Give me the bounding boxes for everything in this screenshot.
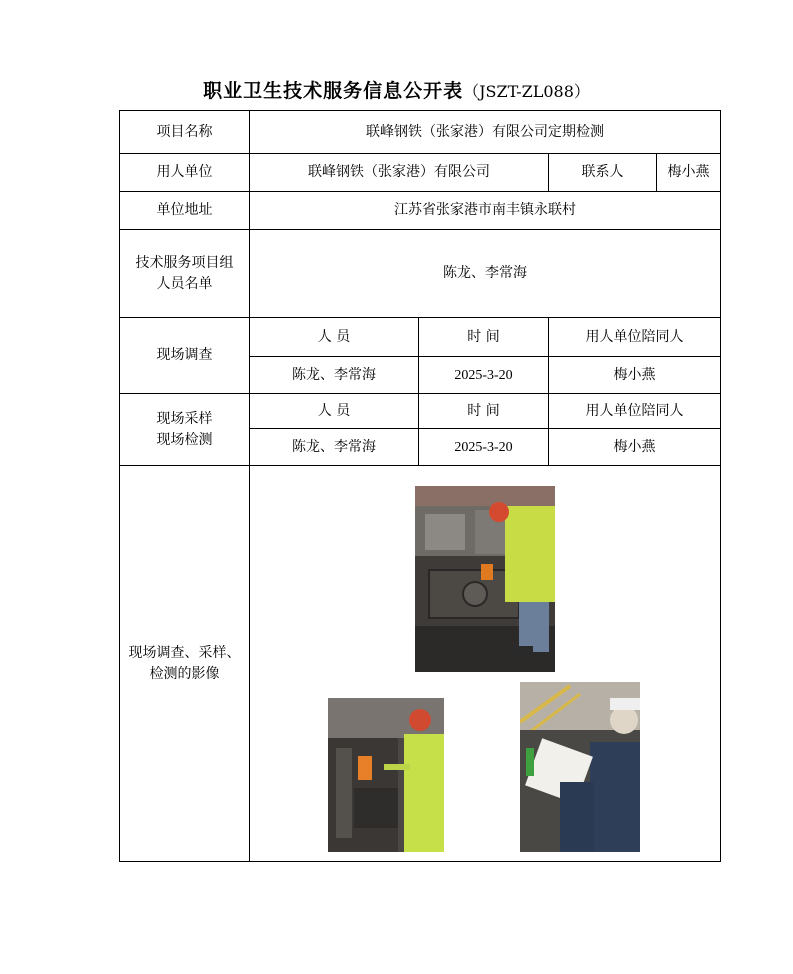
- images-label-line2: 检测的影像: [149, 665, 220, 682]
- survey-date: 2025-3-20: [419, 357, 549, 394]
- employer-label: 用人单位: [120, 154, 250, 192]
- sampling-label-line1: 现场采样: [156, 410, 213, 427]
- sampling-header-person: 人 员: [250, 394, 419, 429]
- survey-header-time: 时 间: [419, 318, 549, 357]
- row-employer: [120, 154, 721, 192]
- sampling-person: 陈龙、李常海: [250, 429, 419, 466]
- site-photo-1: [415, 486, 555, 672]
- team-value: 陈龙、李常海: [250, 230, 721, 318]
- survey-header-person: 人 员: [250, 318, 419, 357]
- sampling-date: 2025-3-20: [419, 429, 549, 466]
- project-name-label: 项目名称: [120, 111, 250, 154]
- row-project-name: [120, 111, 721, 154]
- title-text: 职业卫生技术服务信息公开表: [203, 80, 464, 102]
- sampling-header-escort: 用人单位陪同人: [549, 394, 721, 429]
- team-label: [120, 230, 250, 318]
- survey-header-escort: 用人单位陪同人: [549, 318, 721, 357]
- site-photo-2: [328, 698, 444, 852]
- document-title: [0, 76, 793, 103]
- survey-label: 现场调查: [120, 318, 250, 394]
- address-value: 江苏省张家港市南丰镇永联村: [250, 192, 721, 230]
- team-label-line2: 人员名单: [156, 275, 213, 292]
- contact-value: 梅小燕: [657, 154, 721, 192]
- images-cell: [250, 466, 721, 862]
- images-label: [120, 466, 250, 862]
- sampling-label: [120, 394, 250, 466]
- row-sampling-header: [120, 394, 721, 429]
- sampling-label-line2: 现场检测: [156, 431, 213, 448]
- title-code: （JSZT-ZL088）: [463, 82, 590, 101]
- employer-value: 联峰钢铁（张家港）有限公司: [250, 154, 549, 192]
- row-survey-header: [120, 318, 721, 357]
- images-label-line1: 现场调查、采样、: [128, 644, 241, 661]
- contact-label: 联系人: [549, 154, 657, 192]
- sampling-header-time: 时 间: [419, 394, 549, 429]
- project-name-value: 联峰钢铁（张家港）有限公司定期检测: [250, 111, 721, 154]
- address-label: 单位地址: [120, 192, 250, 230]
- info-table: [119, 110, 721, 862]
- row-team: [120, 230, 721, 318]
- row-address: [120, 192, 721, 230]
- row-images: [120, 466, 721, 862]
- sampling-escort: 梅小燕: [549, 429, 721, 466]
- site-photo-3: [520, 682, 640, 852]
- survey-escort: 梅小燕: [549, 357, 721, 394]
- team-label-line1: 技术服务项目组: [135, 254, 234, 271]
- survey-person: 陈龙、李常海: [250, 357, 419, 394]
